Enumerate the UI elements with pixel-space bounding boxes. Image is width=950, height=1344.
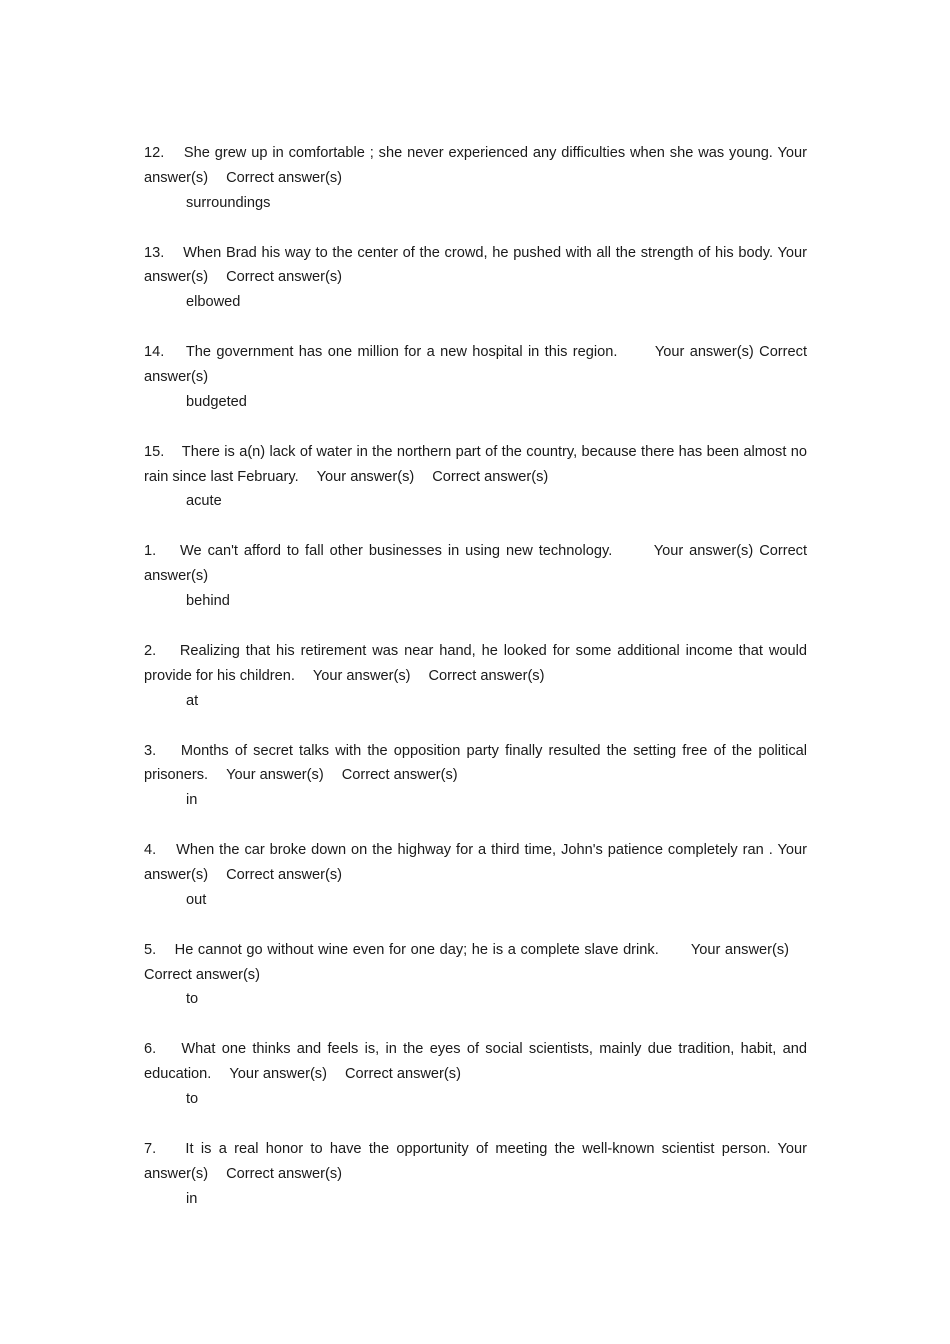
question-sentence: Months of secret talks with the opposition party finally resulted the setting free of the political prisoners.: [144, 742, 807, 784]
question-text: [144, 938, 807, 988]
your-answer-label: Your answer(s): [144, 244, 807, 286]
correct-answer: in: [186, 1190, 198, 1207]
question-item: [144, 838, 807, 938]
question-sentence: We can't afford to fall other businesses in using new technology.: [180, 543, 613, 560]
question-text: [144, 639, 807, 689]
question-sentence: When the car broke down on the highway for a third time, John's patience completely ran .: [176, 842, 773, 859]
question-item: [144, 539, 807, 639]
question-item: [144, 141, 807, 241]
correct-answer: in: [186, 792, 198, 809]
question-item: [144, 340, 807, 440]
question-sentence: Realizing that his retirement was near hand, he looked for some additional income that would provide for his children.: [144, 642, 808, 684]
your-answer-label: Your answer(s): [144, 1140, 807, 1182]
correct-answer-label: Correct answer(s): [432, 468, 549, 485]
your-answer-label: Your answer(s): [653, 543, 754, 560]
correct-answer-label: Correct answer(s): [344, 1066, 461, 1083]
correct-answer: budgeted: [186, 393, 247, 410]
correct-answer: to: [186, 991, 199, 1008]
your-answer-label: Your answer(s): [690, 941, 789, 958]
question-item: [144, 1137, 807, 1237]
question-sentence: When Brad his way to the center of the crowd, he pushed with all the strength of his body.: [183, 244, 774, 261]
question-text: [144, 340, 807, 390]
question-number: 14.: [144, 344, 165, 361]
correct-answer: to: [186, 1090, 199, 1107]
question-sentence: It is a real honor to have the opportunity of meeting the well-known scientist person.: [185, 1140, 771, 1157]
question-item: [144, 1037, 807, 1137]
your-answer-label: Your answer(s): [654, 344, 754, 361]
your-answer-label: Your answer(s): [229, 1066, 327, 1083]
correct-answer-label: Correct answer(s): [226, 866, 343, 883]
question-sentence: There is a(n) lack of water in the northern part of the country, because there has been almost no rain since last February.: [144, 443, 808, 485]
question-sentence: She grew up in comfortable ; she never experienced any difficulties when she was young.: [183, 145, 773, 161]
your-answer-label: Your answer(s): [316, 468, 415, 485]
correct-answer: surroundings: [186, 194, 271, 211]
document-page: [144, 141, 807, 1237]
question-number: 7.: [144, 1140, 157, 1157]
your-answer-label: Your answer(s): [144, 145, 807, 186]
question-sentence: The government has one million for a new hospital in this region.: [185, 344, 618, 361]
question-text: [144, 241, 807, 291]
correct-answer-label: Correct answer(s): [144, 966, 260, 983]
correct-answer-label: Correct answer(s): [341, 767, 458, 784]
question-number: 3.: [144, 742, 157, 759]
question-text: [144, 1137, 807, 1187]
question-sentence: What one thinks and feels is, in the eyes of social scientists, mainly due tradition, habit, and education.: [144, 1041, 808, 1083]
question-item: [144, 440, 807, 540]
question-item: [144, 739, 807, 839]
correct-answer: elbowed: [186, 294, 241, 311]
question-number: 4.: [144, 842, 157, 859]
correct-answer-label: Correct answer(s): [428, 667, 545, 684]
correct-answer-label: Correct answer(s): [144, 344, 807, 385]
question-number: 15.: [144, 443, 165, 460]
your-answer-label: Your answer(s): [312, 667, 411, 684]
question-number: 12.: [144, 145, 165, 161]
question-text: [144, 141, 807, 191]
correct-answer: out: [186, 891, 207, 908]
question-number: 5.: [144, 941, 157, 958]
your-answer-label: Your answer(s): [144, 842, 808, 883]
question-text: [144, 838, 807, 888]
question-text: [144, 739, 807, 789]
question-text: [144, 539, 807, 589]
question-number: 13.: [144, 244, 165, 261]
question-sentence: He cannot go without wine even for one day; he is a complete slave drink.: [174, 941, 659, 958]
correct-answer: at: [186, 692, 199, 709]
correct-answer-label: Correct answer(s): [226, 1165, 343, 1182]
correct-answer-label: Correct answer(s): [226, 169, 343, 186]
correct-answer: acute: [186, 493, 222, 510]
correct-answer-label: Correct answer(s): [226, 269, 343, 286]
question-item: [144, 938, 807, 1038]
question-text: [144, 440, 807, 490]
correct-answer: behind: [186, 592, 230, 609]
question-text: [144, 1037, 807, 1087]
your-answer-label: Your answer(s): [226, 767, 324, 784]
correct-answer-label: Correct answer(s): [144, 543, 808, 585]
question-number: 1.: [144, 543, 157, 560]
question-item: [144, 241, 807, 341]
question-number: 6.: [144, 1041, 157, 1058]
question-number: 2.: [144, 642, 157, 659]
question-item: [144, 639, 807, 739]
